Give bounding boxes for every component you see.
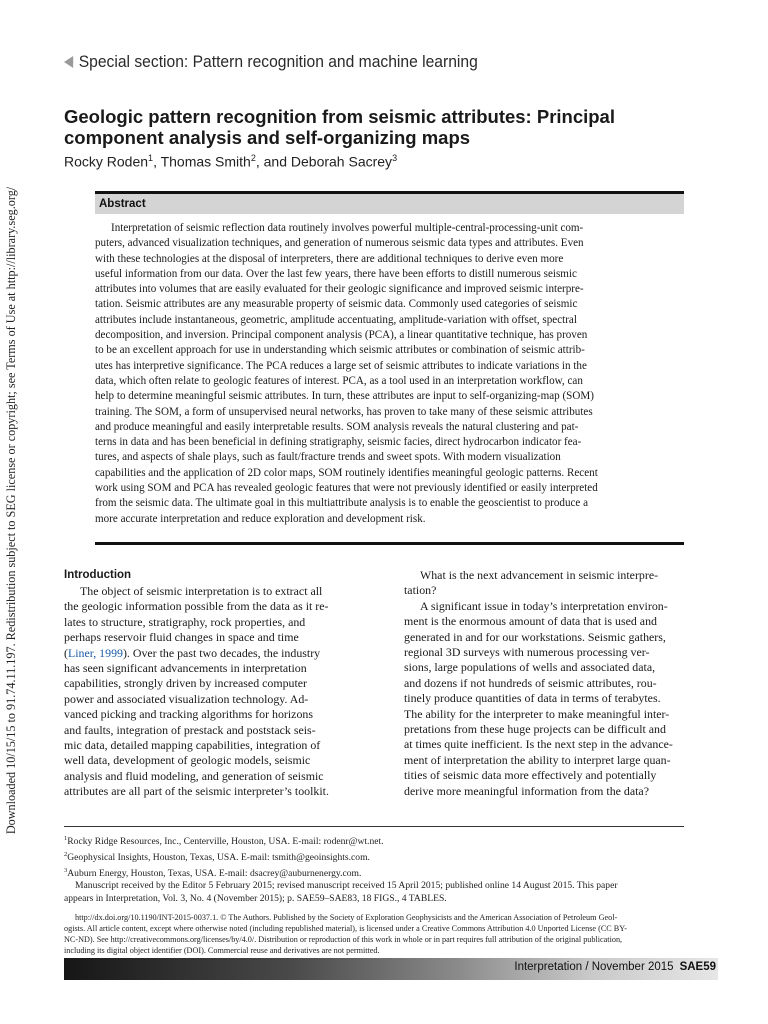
author-separator: , and <box>255 153 291 170</box>
body-line: well data, development of geologic models, seismic <box>64 753 311 768</box>
abstract-line: Interpretation of seismic reflection data routinely involves powerful multiple-central-processing-unit com- <box>111 222 584 234</box>
intro-left-column <box>64 567 376 800</box>
body-line: the geologic information possible from the data as it re- <box>64 599 329 614</box>
abstract-line: work using SOM and PCA has revealed geologic features that were not previously identified or easily interpreted <box>95 482 598 495</box>
affiliation-footnote <box>64 833 714 849</box>
manuscript-note: appears in Interpretation, Vol. 3, No. 4 (November 2015); p. SAE59–SAE83, 18 FIGS., 4 TABLES. <box>64 892 447 904</box>
citation-link[interactable]: Liner, 1999 <box>67 645 123 660</box>
body-line: The object of seismic interpretation is to extract all <box>80 584 323 598</box>
footnote-text: Geophysical Insights, Houston, Texas, USA. E-mail: tsmith@geoinsights.com. <box>67 851 370 863</box>
body-line: regional 3D surveys with numerous processing ver- <box>404 645 650 660</box>
abstract-line: utes has interpretive significance. The PCA reduces a large set of seismic attributes to indicate variations in the <box>95 359 587 372</box>
author-list <box>64 153 397 170</box>
abstract-line: tation. Seismic attributes are any measurable property of seismic data. Commonly used categories of seismic <box>95 298 578 311</box>
page-number: SAE59 <box>679 961 716 973</box>
footnote-divider <box>64 826 684 827</box>
body-line: tinely produce quantities of data in terms of terabytes. <box>404 691 661 706</box>
download-notice-text: Downloaded 10/15/15 to 91.74.11.197. Redistribution subject to SEG license or copyright; see Terms of Use at http://library.seg.org/ <box>4 186 19 834</box>
abstract-line: data, which often relate to geologic features of interest. PCA, as a tool used in an interpretation workflow, can <box>95 374 583 387</box>
author-separator: , <box>153 153 161 170</box>
body-line-with-citation <box>64 646 376 661</box>
body-line: perhaps reservoir fluid changes in space and time <box>64 630 299 645</box>
author-affiliation-mark: 3 <box>392 153 398 163</box>
abstract-box <box>95 191 684 545</box>
abstract-line: from the seismic data. The ultimate goal in this multiattribute analysis is to enable the geoscientist to produce a <box>95 497 589 510</box>
abstract-heading: Abstract <box>95 194 684 214</box>
abstract-line: useful information from our data. Over the last few years, there have been efforts to distill numerous seismic <box>95 267 577 280</box>
license-line: including its digital object identifier (DOI). Commercial reuse and derivatives are not permitted. <box>64 946 380 956</box>
download-notice <box>3 160 21 860</box>
body-line: attributes are all part of the seismic interpreter’s toolkit. <box>64 784 329 799</box>
abstract-line: terns in data and has been beneficial in defining stratigraphy, seismic facies, direct hydrocarbon indicator fea- <box>95 436 582 449</box>
abstract-line: tures, and aspects of shale plays, such as fault/fracture trends and sweet spots. With modern visualization <box>95 451 561 464</box>
abstract-line: capabilities and the application of 2D color maps, SOM routinely identifies meaningful geologic patterns. Recent <box>95 466 598 479</box>
abstract-line: to be an excellent approach for use in understanding which seismic attributes or combination of seismic attrib- <box>95 344 585 357</box>
body-line: has seen significant advancements in interpretation <box>64 661 307 676</box>
abstract-line: and produce meaningful and easily interpretable results. SOM analysis reveals the natural clustering and pat- <box>95 420 579 433</box>
abstract-line: decomposition, and inversion. Principal component analysis (PCA), a linear quantitative technique, has proven <box>95 329 588 342</box>
author-name: Rocky Roden <box>64 153 149 170</box>
abstract-line: training. The SOM, a form of unsupervised neural networks, has proven to take many of these seismic attributes <box>95 405 593 418</box>
license-line: http://dx.doi.org/10.1190/INT-2015-0037.1. © The Authors. Published by the Society of Exploration Geophysicists and the American Association of Petroleum Geol- <box>75 912 618 922</box>
author-affiliation-mark: 2 <box>250 153 256 163</box>
author-name: Deborah Sacrey <box>290 153 393 170</box>
intro-heading: Introduction <box>64 569 132 581</box>
article-title <box>64 106 684 148</box>
body-line: ment of interpretation the ability to interpret large quan- <box>404 752 671 767</box>
body-line: A significant issue in today’s interpretation environ- <box>420 598 668 613</box>
abstract-line: puters, advanced visualization techniques, and generation of numerous seismic data types and attributes. Even <box>95 237 584 250</box>
body-line: tities of seismic data more effectively and potentially <box>404 768 657 783</box>
body-line: mic data, detailed mapping capabilities, integration of <box>64 738 321 753</box>
footer-text <box>514 961 716 973</box>
author-name: Thomas Smith <box>160 153 251 170</box>
abstract-line: help to determine meaningful seismic attributes. In turn, these attributes are input to self-organizing-map (SOM) <box>95 390 594 403</box>
title-line: Geologic pattern recognition from seismic attributes: Principal <box>64 106 615 127</box>
manuscript-note: Manuscript received by the Editor 5 February 2015; revised manuscript received 15 April 2015; published online 14 August 2015. This paper <box>75 880 618 892</box>
body-line: The ability for the interpreter to make meaningful inter- <box>404 706 670 721</box>
footnote-mark: 3 <box>64 866 68 874</box>
body-line: and dozens if not hundreds of seismic attributes, rou- <box>404 675 657 690</box>
body-line: ment is the enormous amount of data that is used and <box>404 614 657 629</box>
affiliation-footnote <box>64 849 714 865</box>
footnotes <box>64 833 714 957</box>
title-line: component analysis and self-organizing maps <box>64 127 471 148</box>
license-line: NC-ND). See http://creativecommons.org/licenses/by/4.0/. Distribution or reproduction of this work in whole or in part requires full attribution of the original publication, <box>64 935 623 945</box>
license-line: ogists. All article content, except where otherwise noted (including republished material), is licensed under a Creative Commons Attribution 4.0 Unported License (CC BY- <box>64 923 627 933</box>
body-line: derive more meaningful information from the data? <box>404 783 649 798</box>
body-line: sions, large populations of wells and associated data, <box>404 660 656 675</box>
citation-post: ). Over the past two decades, the industry <box>122 645 321 660</box>
body-line: and faults, integration of prestack and poststack seis- <box>64 722 316 737</box>
abstract-body <box>95 221 684 527</box>
citation-pre: ( <box>64 645 68 660</box>
body-line: capabilities, strongly driven by increased computer <box>64 676 308 691</box>
footer-journal: Interpretation / November 2015 <box>514 961 674 973</box>
footnote-mark: 1 <box>64 835 68 842</box>
body-line: analysis and fluid modeling, and generation of seismic <box>64 768 324 783</box>
body-line: pretations from these huge projects can be difficult and <box>404 722 666 737</box>
abstract-line: with these technologies at the disposal of interpreters, there are additional techniques to derive even more <box>95 252 564 265</box>
body-line: generated in and for our workstations. Seismic gathers, <box>404 629 666 644</box>
abstract-line: attributes into volumes that are easily evaluated for their geologic significance and improved seismic interpre- <box>95 283 584 296</box>
body-line: What is the next advancement in seismic interpre- <box>420 568 659 582</box>
section-header <box>64 51 478 73</box>
intro-right-column <box>404 568 716 799</box>
footnote-text: Rocky Ridge Resources, Inc., Centerville, Houston, USA. E-mail: rodenr@wt.net. <box>67 836 384 848</box>
body-line: tation? <box>404 583 437 598</box>
body-line: vanced picking and tracking algorithms for horizons <box>64 707 313 722</box>
body-line: lates to structure, stratigraphy, rock properties, and <box>64 614 306 629</box>
body-line: at times quite inefficient. Is the next step in the advance- <box>404 737 673 752</box>
abstract-line: attributes include instantaneous, geometric, amplitude accentuating, amplitude-variation with offset, spectral <box>95 313 577 326</box>
author-affiliation-mark: 1 <box>148 153 154 163</box>
triangle-left-icon <box>64 56 73 68</box>
footnote-text: Auburn Energy, Houston, Texas, USA. E-mail: dsacrey@auburnenergy.com. <box>67 867 362 879</box>
abstract-line: more accurate interpretation and reduce exploration and development risk. <box>95 512 426 525</box>
footnote-mark: 2 <box>64 850 68 858</box>
license-note <box>64 912 714 957</box>
affiliation-footnote <box>64 865 714 881</box>
section-header-text: Special section: Pattern recognition and machine learning <box>78 52 478 71</box>
body-line: power and associated visualization technology. Ad- <box>64 691 309 706</box>
